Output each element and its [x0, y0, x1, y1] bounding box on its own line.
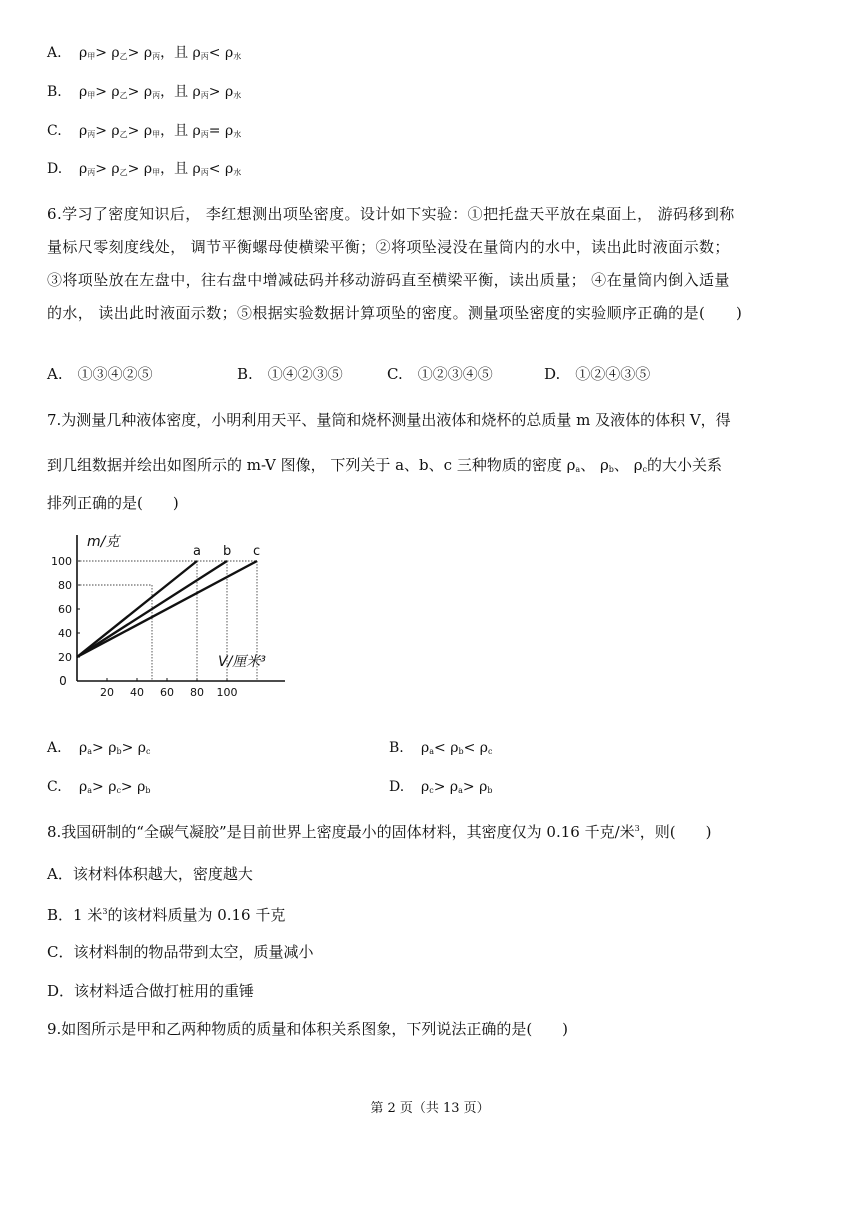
q5-option-d[interactable]: D. $\rho_丙> \rho_乙> \rho_甲$，且 $\rho_丙< \rho_水$ [47, 161, 242, 177]
y-axis-label: m/克 [87, 534, 120, 550]
page-footer: 第 2 页（共 13 页） [370, 1101, 490, 1116]
q8-option-b[interactable]: B．1 米$^3$的该材料质量为 0.16 千克 [47, 906, 286, 924]
x-tick-label: 20 [100, 686, 114, 699]
y-tick-label: 80 [58, 579, 72, 592]
x-tick-label: 80 [190, 686, 204, 699]
x-axis-label: V/厘米³ [218, 654, 266, 670]
q6-option-d[interactable]: D. ①②④③⑤ [544, 365, 651, 383]
q5-option-a[interactable]: A. $\rho_甲> \rho_乙> \rho_丙$，且 $\rho_丙< \rho_水$ [47, 45, 242, 61]
y-tick-label: 60 [58, 603, 72, 616]
question-6-line-1: 6.学习了密度知识后， 李红想测出项坠密度。设计如下实验：①把托盘天平放在桌面上， 游码移到称 [47, 205, 735, 223]
series-label-c: c [253, 544, 261, 559]
q7-option-d[interactable]: D. $\rho_c> \rho_a> \rho_b$ [389, 779, 493, 795]
q8-option-a[interactable]: A．该材料体积越大，密度越大 [47, 865, 253, 883]
question-7-line-1: 7.为测量几种液体密度，小明利用天平、量筒和烧杯测量出液体和烧杯的总质量 m 及液体的体积 V，得 [47, 411, 731, 429]
question-6-stem [47, 198, 817, 330]
question-7-line-2: 到几组数据并绘出如图所示的 m-V 图像， 下列关于 a、b、c 三种物质的密度 $\rho_a$、 $\rho_b$、 $\rho_c$的大小关系 [47, 456, 723, 474]
q7-options-row [47, 776, 817, 798]
q7-options-row [47, 737, 817, 759]
q7-option-c[interactable]: C. $\rho_a> \rho_c> \rho_b$ [47, 779, 151, 795]
y-tick-label: 20 [58, 651, 72, 664]
series-line-c [77, 561, 257, 657]
series-label-b: b [223, 544, 232, 559]
x-tick-label: 40 [130, 686, 144, 699]
q7-option-b[interactable]: B. $\rho_a< \rho_b< \rho_c$ [389, 740, 493, 756]
y-tick-label: 100 [51, 555, 72, 568]
series-line-a [77, 561, 197, 657]
y-tick-label: 40 [58, 627, 72, 640]
q5-option-b[interactable]: B. $\rho_甲> \rho_乙> \rho_丙$，且 $\rho_丙> \rho_水$ [47, 84, 242, 100]
x-tick-label: 100 [216, 686, 238, 699]
series-label-a: a [193, 544, 201, 559]
mv-chart [40, 530, 290, 705]
q6-option-c[interactable]: C. ①②③④⑤ [387, 365, 493, 383]
question-6-line-3: ③将项坠放在左盘中，往右盘中增减砝码并移动游码直至横梁平衡，读出质量； ④在量筒内倒入适量 [47, 271, 730, 289]
q7-option-a[interactable]: A. $\rho_a> \rho_b> \rho_c$ [47, 740, 151, 756]
q8-option-d[interactable]: D．该材料适合做打桩用的重锤 [47, 982, 255, 1000]
question-8-stem: 8.我国研制的“全碳气凝胶”是目前世界上密度最小的固体材料，其密度仅为 0.16 千克/米$^3$，则( ) [47, 823, 712, 841]
question-7-line-3: 排列正确的是( ) [47, 494, 179, 512]
q6-option-a[interactable]: A. ①③④②⑤ [47, 365, 153, 383]
question-6-line-4: 的水， 读出此时液面示数；⑤根据实验数据计算项坠的密度。测量项坠密度的实验顺序正确的是( ) [47, 304, 743, 322]
q6-option-b[interactable]: B. ①④②③⑤ [237, 365, 343, 383]
question-9-stem: 9.如图所示是甲和乙两种物质的质量和体积关系图象，下列说法正确的是( ) [47, 1020, 569, 1038]
question-6-line-2: 量标尺零刻度线处， 调节平衡螺母使横梁平衡；②将项坠浸没在量筒内的水中，读出此时液面示数； [47, 238, 730, 256]
q5-option-c[interactable]: C. $\rho_丙> \rho_乙> \rho_甲$，且 $\rho_丙= \rho_水$ [47, 123, 242, 139]
q8-option-c[interactable]: C．该材料制的物品带到太空，质量减小 [47, 943, 314, 961]
question-6-options [47, 362, 747, 386]
x-tick-label: 60 [160, 686, 174, 699]
origin-label: 0 [59, 674, 67, 688]
